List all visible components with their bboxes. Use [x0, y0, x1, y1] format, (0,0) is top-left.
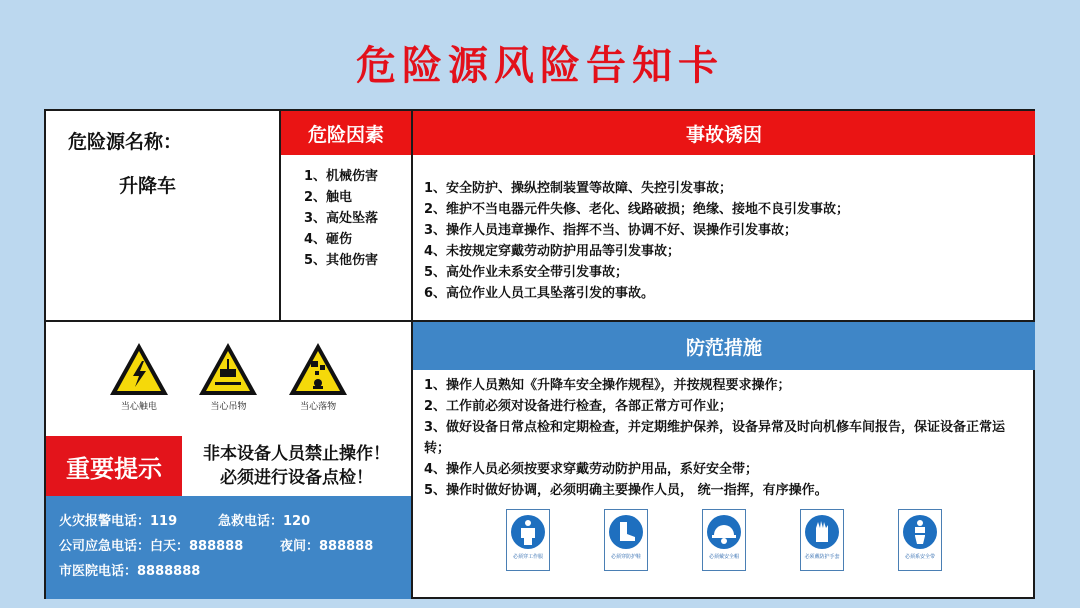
warning-caption: 当心落物	[300, 402, 337, 412]
ambulance-phone: 急救电话：120	[218, 514, 311, 529]
protective-shoes-icon	[608, 514, 644, 550]
warning-caption: 当心触电	[120, 402, 157, 412]
protective-gloves-icon	[804, 514, 840, 550]
work-clothes-icon	[510, 514, 546, 550]
hazards-list	[304, 166, 378, 271]
list-item: 5、操作时做好协调，必须明确主要操作人员， 统一指挥，有序操作。	[424, 483, 828, 498]
safety-helmet-icon	[706, 514, 742, 550]
source-name-value: 升降车	[119, 175, 177, 197]
list-item: 1、操作人员熟知《升降车安全操作规程》，并按规程要求操作；	[424, 378, 791, 393]
warning-sign	[99, 341, 179, 412]
list-item: 6、高位作业人员工具坠落引发的事故。	[424, 286, 655, 301]
hospital-phone: 市医院电话：8888888	[59, 564, 201, 579]
important-tip-text	[182, 436, 411, 496]
warning-sign	[278, 341, 358, 412]
electric-shock-warning-icon	[108, 341, 170, 397]
fire-phone: 火灾报警电话：119	[59, 514, 178, 529]
divider	[46, 320, 411, 322]
mandatory-caption: 必须穿防护鞋	[610, 554, 641, 560]
causes-list	[424, 178, 849, 304]
safety-belt-icon	[902, 514, 938, 550]
page-title: 危险源风险告知卡	[356, 43, 724, 89]
mandatory-caption: 必须系安全带	[904, 554, 935, 560]
risk-card	[44, 109, 1035, 599]
mandatory-sign	[701, 509, 747, 571]
company-day-phone: 公司应急电话：白天：888888	[59, 539, 244, 554]
list-item: 3、做好设备日常点检和定期检查，并定期维护保养，设备异常及时向机修车间报告，保证设备正常运转；	[424, 420, 1006, 456]
important-tip-label: 重要提示	[46, 436, 182, 496]
warning-sign	[188, 341, 268, 412]
list-item: 4、操作人员必须按要求穿戴劳动防护用品，系好安全带；	[424, 462, 759, 477]
mandatory-sign	[897, 509, 943, 571]
list-item: 1、机械伤害	[304, 169, 379, 184]
list-item: 2、触电	[304, 190, 353, 205]
hanging-load-warning-icon	[197, 341, 259, 397]
mandatory-caption: 必须穿工作服	[512, 554, 543, 560]
mandatory-sign	[505, 509, 551, 571]
list-item: 2、工作前必须对设备进行检查，各部正常方可作业；	[424, 399, 733, 414]
hazards-header: 危险因素	[281, 111, 411, 155]
mandatory-signs	[413, 509, 1035, 571]
list-item: 4、砸伤	[304, 232, 353, 247]
list-item: 1、安全防护、操纵控制装置等故障、失控引发事故；	[424, 181, 733, 196]
list-item: 3、高处坠落	[304, 211, 379, 226]
tip-line: 必须进行设备点检！	[220, 468, 373, 488]
warning-signs	[46, 341, 411, 412]
measures-list	[424, 375, 1024, 501]
list-item: 4、未按规定穿戴劳动防护用品等引发事故；	[424, 244, 681, 259]
emergency-contacts	[46, 496, 411, 599]
source-name-label: 危险源名称：	[68, 131, 183, 153]
list-item: 5、高处作业未系安全带引发事故；	[424, 265, 629, 280]
causes-header: 事故诱因	[413, 111, 1035, 155]
mandatory-sign	[603, 509, 649, 571]
warning-caption: 当心吊物	[210, 402, 247, 412]
list-item: 2、维护不当电器元件失修、老化、线路破损；绝缘、接地不良引发事故；	[424, 202, 850, 217]
company-night-phone: 夜间：888888	[280, 539, 374, 554]
list-item: 3、操作人员违章操作、指挥不当、协调不好、误操作引发事故；	[424, 223, 798, 238]
mandatory-caption: 必须戴安全帽	[708, 554, 739, 560]
mandatory-sign	[799, 509, 845, 571]
measures-header: 防范措施	[413, 322, 1035, 370]
list-item: 5、其他伤害	[304, 253, 379, 268]
mandatory-caption: 必须戴防护手套	[804, 554, 840, 560]
falling-object-warning-icon	[287, 341, 349, 397]
tip-line: 非本设备人员禁止操作！	[203, 444, 390, 464]
